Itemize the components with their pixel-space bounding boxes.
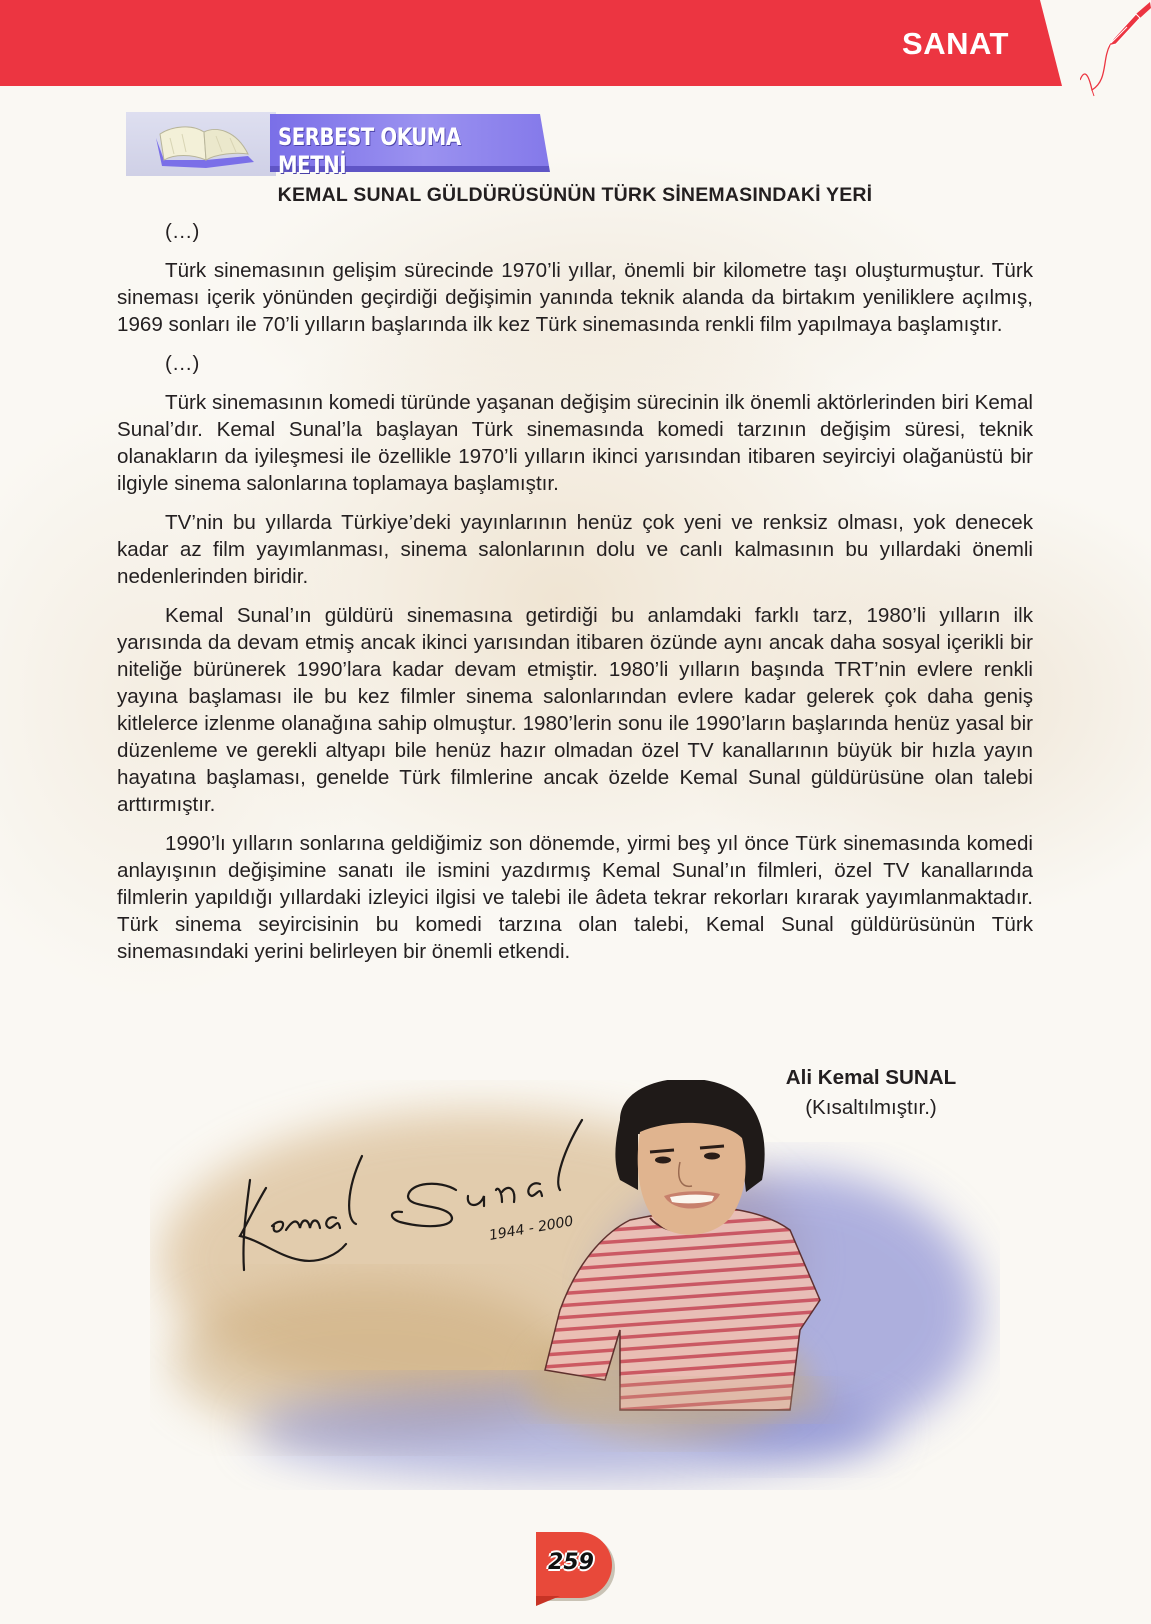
open-book-icon [152, 116, 258, 172]
abridged-note: (Kısaltılmıştır.) [805, 1096, 937, 1119]
ellipsis-marker: (…) [165, 220, 200, 243]
paragraph: Kemal Sunal’ın güldürü sinemasına getirdiği bu anlamdaki farklı tarz, 1980’li yılların ilk yarısında da devam etmiş ancak ikinci yarısından itibaren özünde aynı ancak daha sosyal içerikli bir niteliğe bürünerek 1990’lara kadar devam etmiştir. 1980’li yılların başında TRT’nin evlere renkli yayına başlaması ile bu kez filmler sinema salonlarından evlere kadar gelerek çok daha geniş kitlelerce izlenme olanağına sahip olmuştur. 1980’lerin sonu ile 1990’ların başlarında henüz yasal bir düzenleme ve gerekli altyapı bile henüz hazır olmadan özel TV kanallarının büyük bir hızla yayın hayatına başlaması, genelde Türk filmlerine ancak özelde Kemal Sunal güldürüsüne olan talebi arttırmıştır. [117, 604, 1033, 816]
page-number-tab [536, 1532, 614, 1608]
free-reading-badge [126, 112, 550, 179]
ellipsis-marker: (…) [165, 352, 200, 375]
paragraph: Türk sinemasının komedi türünde yaşanan değişim sürecinin ilk önemli aktörlerinden biri Kemal Sunal’dır. Kemal Sunal’la başlayan Türk sinemasında komedi tarzının değişim süresi, teknik olanakların da iyileşmesi ile özellikle 1970’li yılların ikinci yarısından itibaren seyirciyi olağanüstü bir ilgiyle sinema salonlarına toplamaya başlamıştır. [117, 391, 1033, 495]
portrait-illustration [150, 1080, 1000, 1510]
author-credit [776, 1063, 966, 1123]
page-number-tail [536, 1596, 560, 1606]
years-label: 1944 - 2000 [487, 1213, 575, 1244]
paragraph: TV’nin bu yıllarda Türkiye’deki yayınlarının henüz çok yeni ve renksiz olması, yok denecek kadar az film yayımlanması, sinema salonlarının dolu ve canlı kalmasının bu yıllardaki önemli nedenlerinden biridir. [117, 511, 1033, 588]
paragraph: Türk sinemasının gelişim sürecinde 1970’li yıllar, önemli bir kilometre taşı oluşturmuştur. Türk sineması içerik yönünden geçirdiği değişimin yanında teknik alanda da birtakım yeniliklere açılmış, 1969 sonları ile 70’li yılların başlarında ilk kez Türk sinemasında renkli film yapılmaya başlamıştır. [117, 259, 1033, 336]
fountain-pen-icon [1080, 0, 1151, 100]
article [117, 182, 1033, 977]
page-header [0, 0, 1151, 100]
paragraph: 1990’lı yılların sonlarına geldiğimiz son dönemde, yirmi beş yıl önce Türk sinemasında komedi anlayışının değişimine sanatı ile ismini yazdırmış Kemal Sunal’ın filmleri, özel TV kanallarında filmlerin yapıldığı yıllardaki izleyici ilgisi ve talebi ile âdeta tekrar rekorları kırarak yayımlanmaktadır. Türk sinema seyircisinin bu komedi tarzına olan talebi, Kemal Sunal güldürüsünün Türk sinemasındaki yerini belirleyen bir önemli etkendi. [117, 832, 1033, 963]
subject-title: SANAT [902, 26, 1009, 61]
article-title: KEMAL SUNAL GÜLDÜRÜSÜNÜN TÜRK SİNEMASINDAKİ YERİ [277, 184, 873, 206]
page-number: 259 [548, 1550, 594, 1575]
badge-label: SERBEST OKUMA METNİ [278, 123, 461, 179]
author-name: Ali Kemal SUNAL [785, 1066, 957, 1089]
